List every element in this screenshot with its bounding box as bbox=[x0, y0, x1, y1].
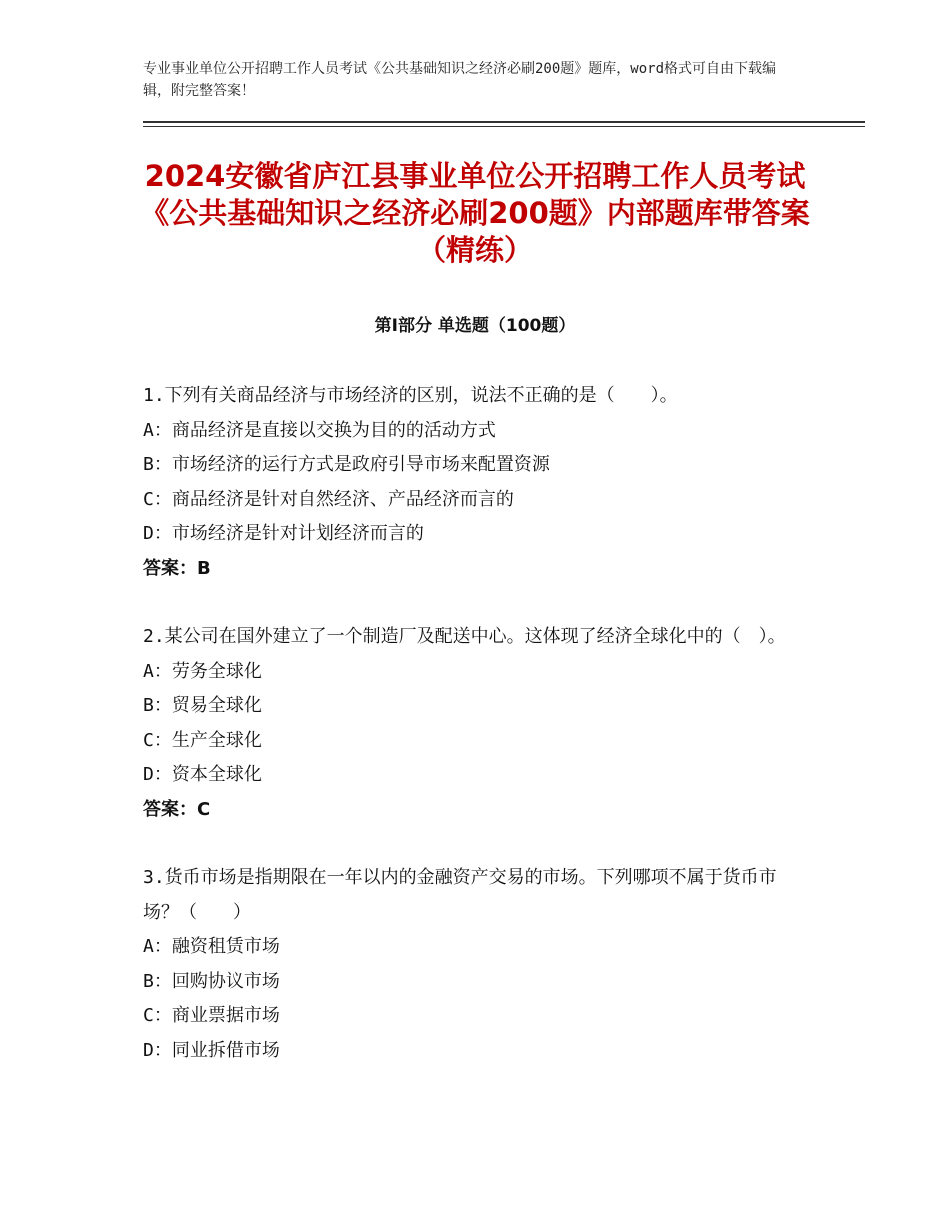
header-divider-thick bbox=[143, 121, 865, 123]
question-stem: 1.下列有关商品经济与市场经济的区别，说法不正确的是（ ）。 bbox=[143, 385, 678, 406]
option-c: C：商业票据市场 bbox=[143, 1005, 280, 1026]
question-1 bbox=[143, 379, 803, 586]
option-c: C：商品经济是针对自然经济、产品经济而言的 bbox=[143, 488, 514, 510]
option-d: D：资本全球化 bbox=[143, 764, 262, 785]
question-list bbox=[143, 379, 803, 1102]
option-a: A：融资租赁市场 bbox=[143, 936, 280, 957]
option-d: D：同业拆借市场 bbox=[143, 1039, 280, 1061]
header-note: 专业事业单位公开招聘工作人员考试《公共基础知识之经济必刷200题》题库，word格式可自由下载编辑，附完整答案！ bbox=[143, 61, 776, 99]
question-2 bbox=[143, 620, 803, 827]
question-stem: 3.货币市场是指期限在一年以内的金融资产交易的市场。下列哪项不属于货币市场？（ ） bbox=[143, 867, 777, 923]
section-title: 第Ⅰ部分 单选题（100题） bbox=[374, 316, 576, 336]
option-d: D：市场经济是针对计划经济而言的 bbox=[143, 523, 424, 544]
option-b: B：贸易全球化 bbox=[143, 695, 262, 716]
option-a: A：商品经济是直接以交换为目的的活动方式 bbox=[143, 419, 496, 441]
header-divider-thin bbox=[143, 126, 865, 127]
answer-line: 答案：B bbox=[143, 557, 211, 579]
option-b: B：市场经济的运行方式是政府引导市场来配置资源 bbox=[143, 454, 550, 475]
answer-line: 答案：C bbox=[143, 798, 211, 820]
question-3 bbox=[143, 861, 803, 1068]
question-stem: 2.某公司在国外建立了一个制造厂及配送中心。这体现了经济全球化中的（ ）。 bbox=[143, 626, 786, 647]
document-title: 2024安徽省庐江县事业单位公开招聘工作人员考试《公共基础知识之经济必刷200题》内部题库带答案（精练） bbox=[140, 159, 810, 267]
option-c: C：生产全球化 bbox=[143, 729, 262, 751]
option-b: B：回购协议市场 bbox=[143, 970, 280, 992]
option-a: A：劳务全球化 bbox=[143, 660, 262, 682]
